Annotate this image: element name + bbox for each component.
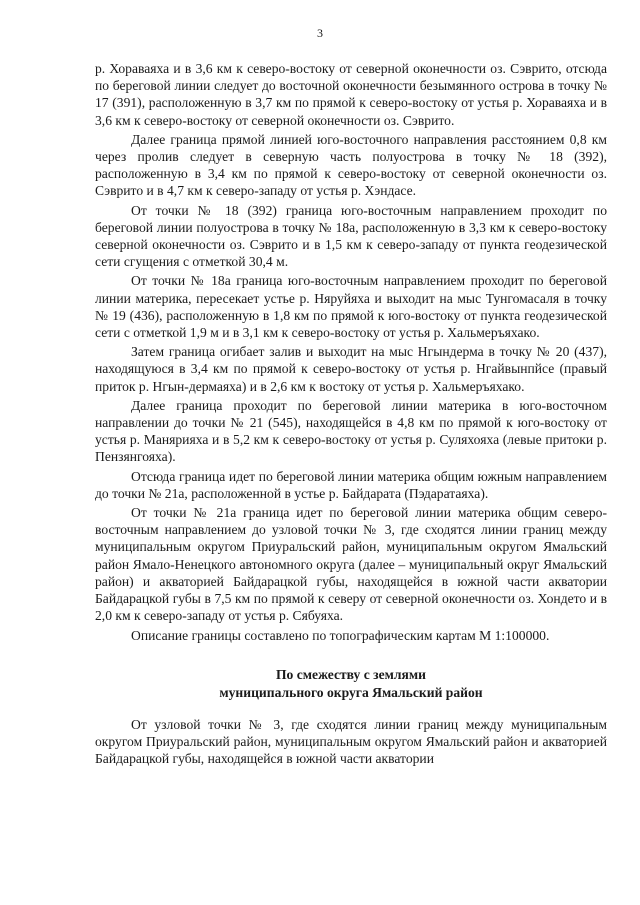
- section-heading-line-1: По смежеству с землями: [275, 666, 426, 682]
- paragraph-7: Отсюда граница идет по береговой линии материка общим южным направлением до точки № 21а, расположенной в устье р. Байдарата (Пэдаратаяха).: [95, 468, 607, 501]
- paragraph-8: От точки № 21а граница идет по береговой линии материка общим северо-восточным направлением до узловой точки № 3, где сходятся линии границ между муниципальным округом Приуральский район, муниципальным округом Ямальский район Ямало-Ненецкого автономного округа (далее – муниципальный округ Ямальский район) и акваторией Байдарацкой губы, находящейся в южной части акватории Байдарацкой губы в 7,5 км по прямой к северу от северной оконечности оз. Хондето и в 2,0 км к северо-западу от устья р. Сябуяха.: [95, 505, 607, 624]
- paragraph-3: От точки № 18 (392) граница юго-восточным направлением проходит по береговой линии полуострова в точку № 18а, расположенную в 3,3 км к северо-востоку северной оконечности оз. Сэврито и в 1,5 км к северо-западу от пункта геодезической сети сгущения с отметкой 30,4 м.: [95, 202, 607, 270]
- paragraph-4: От точки № 18а граница юго-восточным направлением проходит по береговой линии материка, пересекает устье р. Няруйяха и выходит на мыс Тунгомасаля в точку № 19 (436), расположенную в 1,8 км по прямой к юго-востоку от пункта геодезической сети с отметкой 1,9 м и в 3,1 км к северо-востоку от устья р. Хальмеръяхако.: [95, 273, 607, 341]
- paragraph-2: Далее граница прямой линией юго-восточного направления расстоянием 0,8 км через пролив следует в северную часть полуострова в точку № 18 (392), расположенную в 3,4 км по прямой к северо-востоку от северной оконечности оз. Сэврито и в 4,7 км к северо-западу от устья р. Хэндасе.: [95, 131, 607, 199]
- paragraph-1: р. Хораваяха и в 3,6 км к северо-востоку от северной оконечности оз. Сэврито, отсюда по береговой линии следует до восточной оконечности безымянного острова в точку № 17 (391), расположенную в 3,7 км по прямой к северо-востоку от устья р. Хораваяха и в 3,6 км к северо-востоку от северной оконечности оз. Сэврито.: [95, 61, 607, 128]
- section-heading-line-2: муниципального округа Ямальский район: [219, 684, 483, 700]
- paragraph-9: Описание границы составлено по топографическим картам М 1:100000.: [131, 627, 550, 643]
- paragraph-5: Затем граница огибает залив и выходит на мыс Нгындерма в точку № 20 (437), находящуюся в 3,4 км по прямой к северо-востоку от устья р. Нгайвынпйсе (правый приток р. Нгын-дермаяха) и в 2,6 км к востоку от устья р. Хальмеръяхако.: [95, 344, 607, 394]
- section-heading: [95, 666, 607, 702]
- paragraph-6: Далее граница проходит по береговой линии материка в юго-восточном направлении до точки № 21 (545), находящейся в 4,8 км по прямой к юго-востоку от устья р. Манярияха и в 5,2 км к северо-востоку от устья р. Суляхояха (левые притоки р. Пензянгояха).: [95, 397, 607, 465]
- document-body: [95, 60, 607, 769]
- paragraph-final: От узловой точки № 3, где сходятся линии границ между муниципальным округом Приуральский район, муниципальным округом Ямальский район и акваторией Байдарацкой губы, находящейся в южной части акватории: [95, 716, 607, 767]
- page-number: 3: [317, 26, 323, 40]
